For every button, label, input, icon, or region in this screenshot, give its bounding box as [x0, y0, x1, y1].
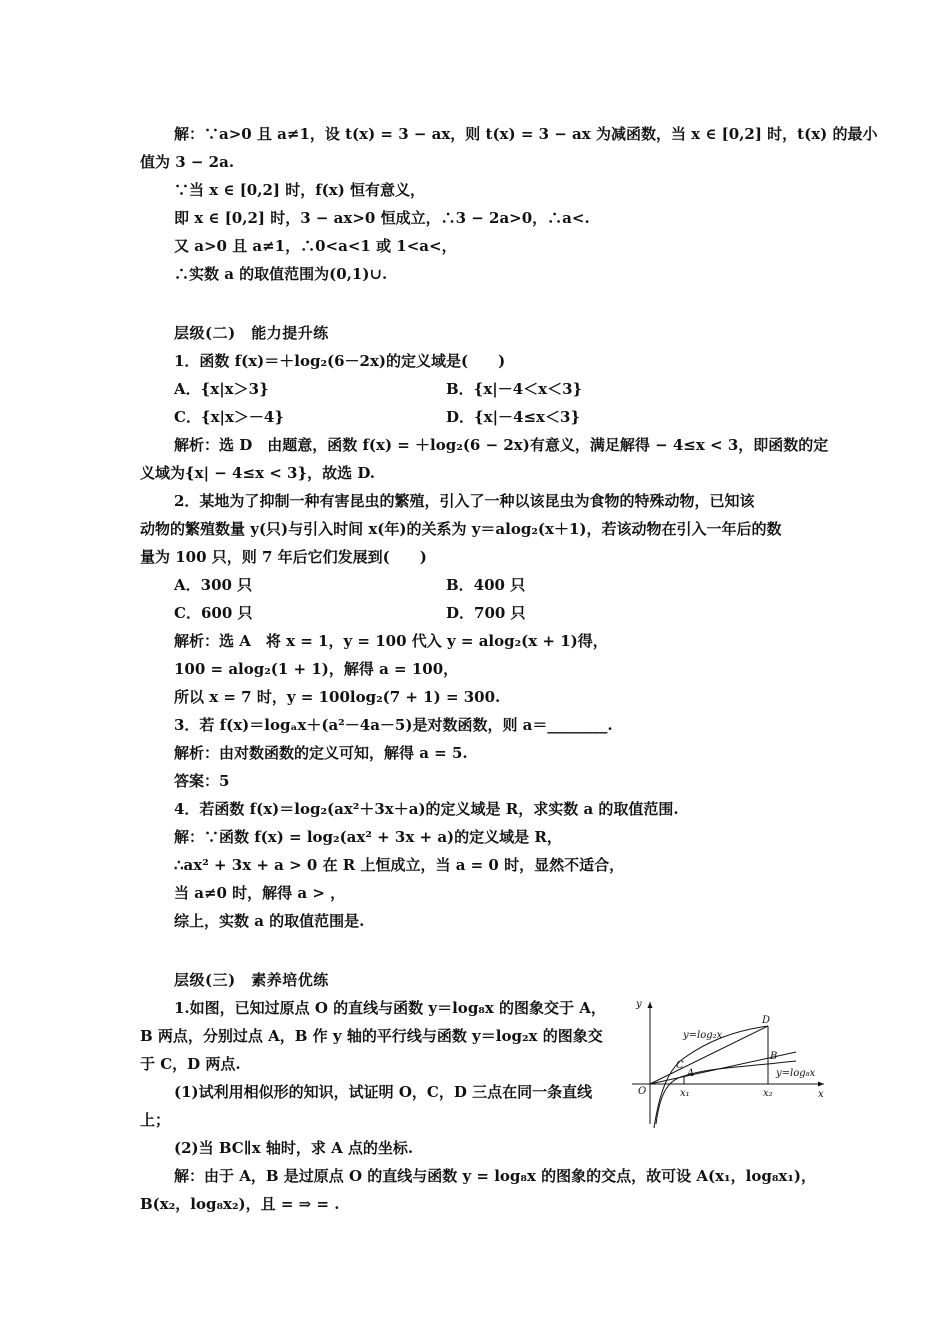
text-line: B(x₂，log₈x₂)，且 = ⇒ = . [140, 1195, 340, 1213]
label-x2: x₂ [763, 1088, 773, 1099]
label-y: y [636, 999, 642, 1010]
text-line: ∴ax² + 3x + a > 0 在 R 上恒成立，当 a = 0 时，显然不适合， [174, 856, 625, 874]
log-graph-figure [628, 998, 828, 1128]
option-c: C．{x|x＞－4} [174, 408, 285, 426]
option-b: B．400 只 [446, 576, 526, 594]
y-axis-arrow [648, 1002, 653, 1008]
label-origin: O [638, 1086, 647, 1097]
section-heading: 层级(二) 能力提升练 [174, 324, 329, 342]
question-text: 3．若 f(x)＝logₐx＋(a²－4a－5)是对数函数，则 a＝________. [174, 716, 613, 734]
section-heading: 层级(三) 素养培优练 [174, 971, 329, 989]
x-axis-arrow [818, 1082, 824, 1087]
text-line: 又 a>0 且 a≠1，∴0<a<1 或 1<a<， [174, 237, 457, 255]
question-text: 1．函数 f(x)＝＋log₂(6－2x)的定义域是( ) [174, 352, 506, 370]
text-line: 义域为{x| − 4≤x < 3}，故选 D. [140, 464, 376, 482]
text-line: 当 a≠0 时，解得 a > ， [174, 884, 346, 902]
label-curve-log2: y=log₂x [683, 1030, 723, 1041]
text-line: 解：∵函数 f(x) = log₂(ax² + 3x + a)的定义域是 R， [174, 828, 562, 846]
text-line: (2)当 BC∥x 轴时，求 A 点的坐标. [174, 1139, 414, 1157]
text-line: 即 x ∈ [0,2] 时，3 − ax>0 恒成立，∴3 − 2a>0，∴a<. [174, 209, 590, 227]
answer-line: 答案：5 [174, 772, 230, 790]
question-text: 2．某地为了抑制一种有害昆虫的繁殖，引入了一种以该昆虫为食物的特殊动物，已知该 [174, 492, 755, 510]
option-a: A．{x|x＞3} [174, 380, 269, 398]
label-point-a: A [687, 1068, 695, 1079]
question-text: 1.如图，已知过原点 O 的直线与函数 y＝log₈x 的图象交于 A， [174, 999, 606, 1017]
text-line: B 两点，分别过点 A，B 作 y 轴的平行线与函数 y＝log₂x 的图象交 [140, 1027, 603, 1045]
text-line: 上； [140, 1111, 171, 1129]
text-line: 动物的繁殖数量 y(只)与引入时间 x(年)的关系为 y＝alog₂(x＋1)，若该动物在引入一年后的数 [140, 520, 782, 538]
text-line: 于 C，D 两点. [140, 1055, 241, 1073]
label-curve-log8: y=log₈x [776, 1068, 816, 1079]
text-line: (1)试利用相似形的知识，试证明 O，C，D 三点在同一条直线 [174, 1083, 593, 1101]
option-d: D．700 只 [446, 604, 526, 622]
text-line: 所以 x = 7 时，y = 100log₂(7 + 1) = 300. [174, 688, 501, 706]
option-row [174, 603, 526, 623]
question-text: 4．若函数 f(x)＝log₂(ax²＋3x＋a)的定义域是 R，求实数 a 的取值范围. [174, 800, 679, 818]
option-b: B．{x|－4＜x＜3} [446, 380, 583, 398]
log-graph-svg [628, 998, 828, 1128]
label-x: x [818, 1089, 824, 1100]
text-line: 解析：由对数函数的定义可知，解得 a = 5. [174, 744, 468, 762]
text-line: 解析：选 D 由题意，函数 f(x) = ＋log₂(6 − 2x)有意义，满足解得 − 4≤x < 3，即函数的定 [174, 436, 829, 454]
text-line: 解析：选 A 将 x = 1，y = 100 代入 y = alog₂(x + 1)得， [174, 632, 608, 650]
option-a: A．300 只 [174, 576, 253, 594]
text-line: ∴实数 a 的取值范围为(0,1)∪. [174, 265, 388, 283]
curve-log2 [654, 1026, 768, 1128]
label-point-c: C [676, 1060, 684, 1071]
text-line: 解：∵a>0 且 a≠1，设 t(x) = 3 − ax，则 t(x) = 3 − ax 为减函数，当 x ∈ [0,2] 时，t(x) 的最小 [174, 125, 878, 143]
text-line: 100 = alog₂(1 + 1)，解得 a = 100， [174, 660, 459, 678]
label-point-b: B [770, 1051, 778, 1062]
text-line: 量为 100 只，则 7 年后它们发展到( ) [140, 548, 427, 566]
option-row [174, 379, 583, 399]
text-line: 综上，实数 a 的取值范围是. [174, 912, 365, 930]
label-point-d: D [762, 1015, 771, 1026]
option-row [174, 575, 526, 595]
option-c: C．600 只 [174, 604, 253, 622]
option-d: D．{x|－4≤x＜3} [446, 408, 581, 426]
text-line: 值为 3 − 2a. [140, 153, 235, 171]
text-line: ∵当 x ∈ [0,2] 时，f(x) 恒有意义， [174, 181, 426, 199]
label-x1: x₁ [680, 1088, 690, 1099]
text-line: 解：由于 A，B 是过原点 O 的直线与函数 y = log₈x 的图象的交点，故可设 A(x₁，log₈x₁)， [174, 1167, 816, 1185]
option-row [174, 407, 581, 427]
